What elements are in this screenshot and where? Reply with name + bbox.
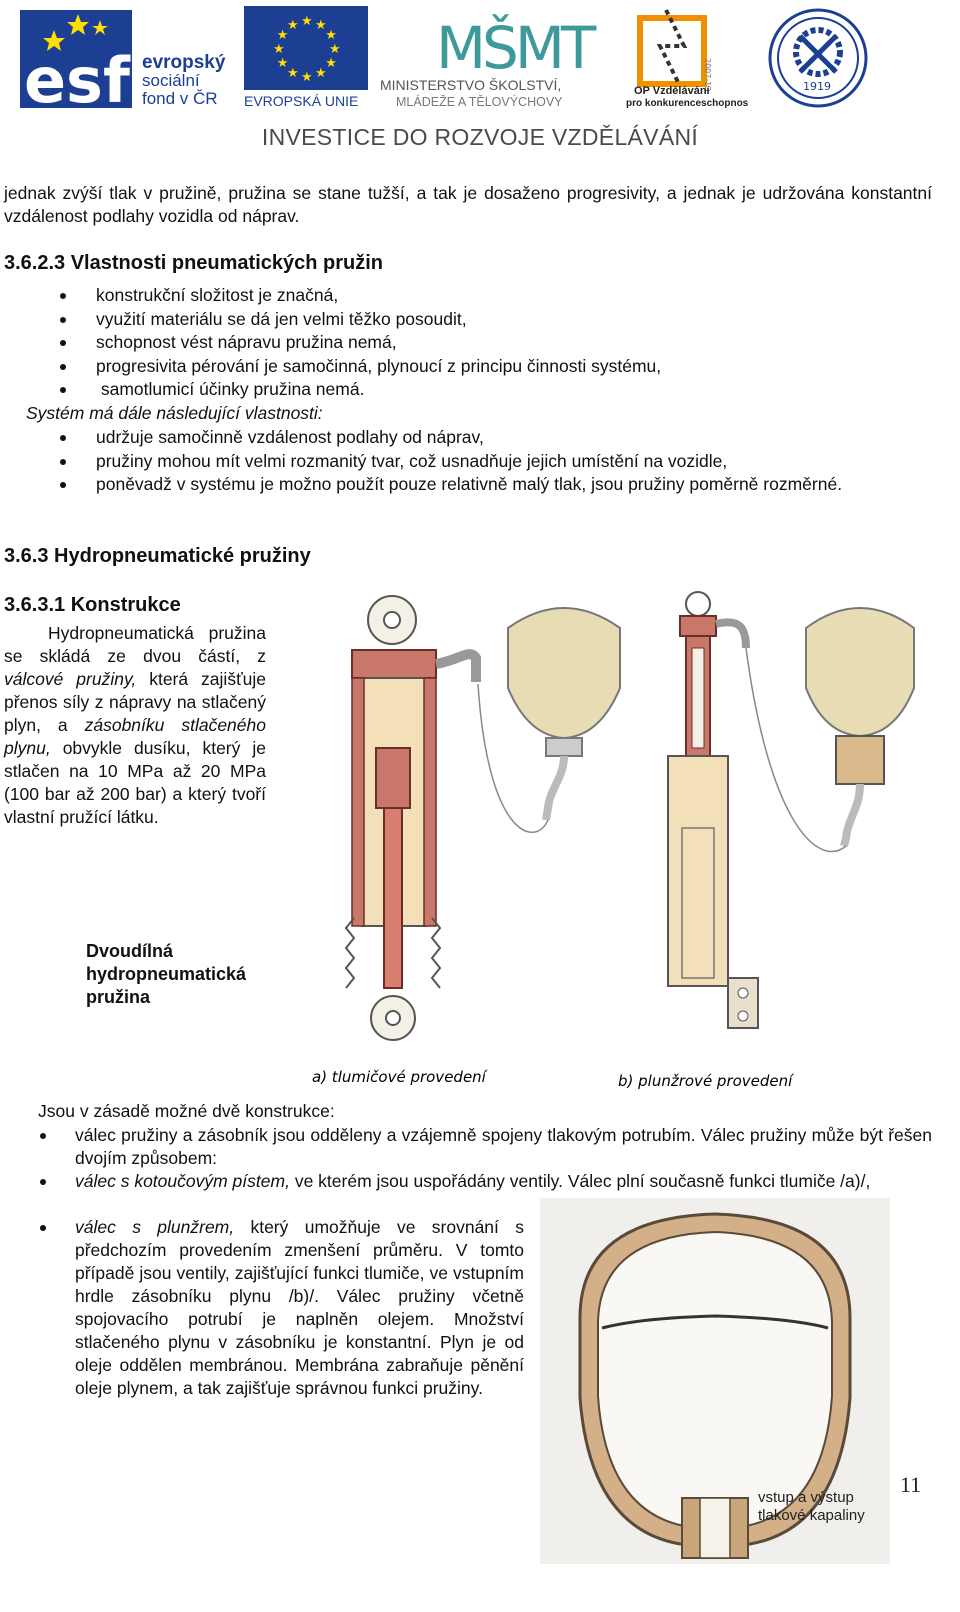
list-item: poněvadž v systému je možno použít pouze relativně malý tlak, jsou pružiny poměrně rozměrné.: [60, 473, 932, 497]
hydropneumatic-spring-figure: [300, 588, 940, 1092]
constructions-intro: Jsou v zásadě možné dvě konstrukce:: [38, 1101, 335, 1121]
construction-item-2: válec s kotoučovým pístem, ve kterém jsou uspořádány ventily. Válec plní současně funkci tlumiče /a)/,: [0, 1170, 932, 1193]
bullet-icon: [60, 459, 66, 465]
caption-b: b) plunžrové provedení: [618, 1072, 793, 1090]
bullet-icon: [60, 293, 66, 299]
eu-flag-logo: [244, 6, 370, 110]
construction-paragraph: Hydropneumatická pružina se skládá ze dvou částí, z válcové pružiny, která zajišťuje přenos síly z nápravy na stlačený plyn, a zásobníku stlačeného plynu, obvykle dusíku, který je stlačen na 10 MPa až 20 MPa (100 bar až 200 bar) a který tvoří vlastní pružící látku.: [4, 623, 266, 827]
svg-text:MLÁDEŽE A TĚLOVÝCHOVY: MLÁDEŽE A TĚLOVÝCHOVY: [396, 95, 563, 109]
bullet-icon: [40, 1133, 46, 1139]
heading-363: 3.6.3 Hydropneumatické pružiny: [4, 545, 311, 567]
msmt-letters: MŠMT: [436, 14, 593, 82]
construction-item-1: válec pružiny a zásobník jsou odděleny a vzájemně spojeny tlakovým potrubím. Válec pružiny může být řešen dvojím způsobem:: [0, 1124, 932, 1170]
esf-logo: [18, 6, 236, 110]
svg-text:MINISTERSTVO ŠKOLSTVÍ,: MINISTERSTVO ŠKOLSTVÍ,: [380, 77, 562, 93]
svg-text:sociální: sociální: [142, 71, 200, 90]
eu-star-icon: ★: [276, 27, 289, 42]
gas-accumulator-b-drawing: [746, 608, 914, 851]
list-item: využití materiálu se dá jen velmi těžko posoudit,: [60, 308, 932, 332]
eu-star-icon: ★: [287, 16, 299, 32]
heading-3631: 3.6.3.1 Konstrukce: [4, 594, 181, 616]
svg-text:pro konkurenceschopnost: pro konkurenceschopnost: [626, 98, 748, 109]
pressure-vessel-figure: [540, 1198, 890, 1564]
svg-text:evropský: evropský: [142, 52, 226, 73]
list-item: udržuje samočinně vzdálenost podlahy od náprav,: [60, 426, 932, 450]
construction-item-3: válec s plunžrem, který umožňuje ve srovnání s předchozím provedením zmenšení průměru. V tomto případě jsou ventily, zajišťující funkci tlumiče, ve vstupním hrdle zásobníku plynu /b)/. Válec pružiny včetně spojovacího potrubí je naplněn olejem. Množství stlačeného plynu v zásobníku je konstantní. Plyn je od oleje oddělen membránou. Membrána zabraňuje pěnění oleje plynem, a tak zajišťuje správnou funkci pružiny.: [0, 1216, 524, 1400]
bullet-icon: [60, 364, 66, 370]
bullet-icon: [60, 317, 66, 323]
svg-text:2007-13: 2007-13: [703, 58, 712, 92]
list-item: samotlumicí účinky pružina nemá.: [60, 378, 932, 402]
system-properties-list: [60, 426, 932, 497]
svg-text:1919: 1919: [803, 80, 831, 93]
vessel-label-line1: vstup a výstup: [758, 1489, 854, 1506]
svg-text:OP Vzdělávání: OP Vzdělávání: [634, 85, 710, 97]
system-intro: Systém má dále následující vlastnosti:: [26, 403, 323, 423]
eu-star-icon: ★: [315, 16, 327, 32]
eu-star-icon: ★: [273, 41, 285, 56]
heading-3623: 3.6.2.3 Vlastnosti pneumatických pružin: [4, 252, 384, 274]
damper-version-drawing: [346, 596, 476, 1040]
eu-star-icon: ★: [325, 55, 337, 70]
bullet-icon: [60, 340, 66, 346]
list-item: konstrukční složitost je značná,: [60, 284, 932, 308]
svg-text:fond v ČR: fond v ČR: [142, 89, 218, 108]
bullet-icon: [60, 435, 66, 441]
page-number: 11: [900, 1472, 922, 1497]
list-item: schopnost vést nápravu pružina nemá,: [60, 331, 932, 355]
bullet-icon: [40, 1225, 46, 1231]
investice-tagline: INVESTICE DO ROZVOJE VZDĚLÁVÁNÍ: [261, 124, 699, 150]
plunger-version-drawing: [668, 592, 758, 1028]
svg-text:EVROPSKÁ UNIE: EVROPSKÁ UNIE: [244, 93, 359, 109]
esf-letters: esf: [24, 44, 130, 110]
list-item: pružiny mohou mít velmi rozmanitý tvar, což usnadňuje jejich umístění na vozidle,: [60, 450, 932, 474]
list-item: progresivita pérování je samočinná, plynoucí z principu činnosti systému,: [60, 355, 932, 379]
eu-star-icon: ★: [287, 65, 299, 81]
properties-list: [60, 284, 932, 402]
school-seal-logo: [766, 6, 870, 110]
figure-title: Dvoudílná hydropneumatická pružina: [86, 941, 247, 1007]
eu-star-icon: ★: [301, 69, 313, 84]
bullet-icon: [60, 387, 66, 393]
eu-star-icon: ★: [276, 55, 289, 70]
bullet-icon: [60, 482, 66, 488]
eu-star-icon: ★: [301, 13, 313, 28]
bullet-icon: [40, 1179, 46, 1185]
eu-star-icon: ★: [315, 65, 327, 81]
vessel-label-line2: tlakové kapaliny: [758, 1507, 865, 1524]
caption-a: a) tlumičové provedení: [312, 1068, 486, 1086]
intro-paragraph: jednak zvýší tlak v pružině, pružina se stane tužší, a tak je dosaženo progresivity, a jednak je udržována konstantní vzdálenost podlahy vozidla od náprav.: [4, 183, 932, 226]
eu-star-icon: ★: [329, 41, 341, 56]
msmt-logo: [378, 6, 610, 110]
eu-star-icon: ★: [325, 27, 337, 42]
gas-accumulator-a-drawing: [478, 608, 620, 832]
op-vzdelavani-logo: [626, 6, 748, 110]
